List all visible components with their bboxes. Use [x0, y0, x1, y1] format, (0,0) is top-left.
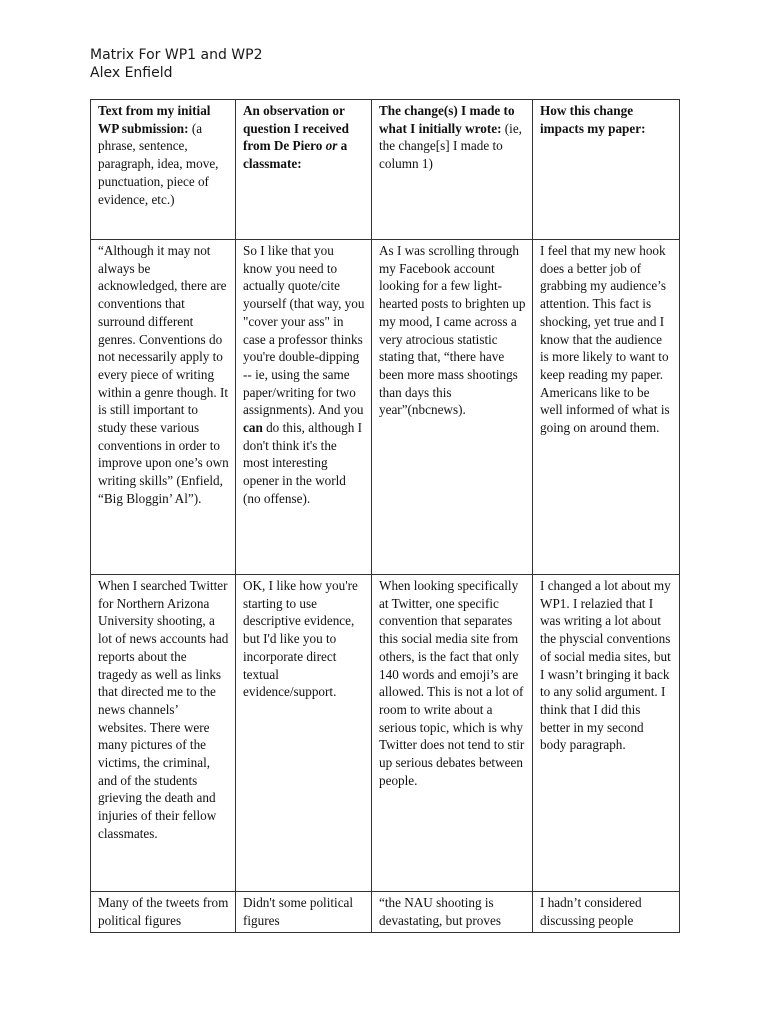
page-header — [90, 46, 262, 82]
cell-impact — [533, 575, 680, 892]
document-title: Matrix For WP1 and WP2 — [90, 47, 263, 63]
cell-initial-text — [91, 892, 236, 933]
cell-impact — [533, 892, 680, 933]
cell-changes — [372, 575, 533, 892]
cell-text: “the NAU shooting is devastating, but proves — [379, 895, 501, 928]
cell-text: Didn't some political figures — [243, 895, 354, 928]
header-note: (a phrase, sentence, paragraph, idea, move, punctuation, piece of evidence, etc.) — [98, 120, 219, 207]
cell-text: Many of the tweets from political figures — [98, 895, 229, 928]
cell-emphasis: can — [243, 420, 263, 436]
table-row — [91, 892, 680, 933]
cell-impact — [533, 240, 680, 575]
cell-text: I feel that my new hook does a better job of grabbing my audience’s attention. This fact is shocking, yet true and I know that the audience is more likely to want to keep reading my paper. Americans like to be well informed of what is going on around them. — [540, 243, 670, 436]
cell-text: “Although it may not always be acknowledged, there are conventions that surround different genres. Conventions do not necessarily apply to every piece of writing within a genre though. It is still important to study these various conventions in order to improve upon one’s own writing skills” (Enfield, “Big Bloggin’ Al”). — [98, 243, 229, 506]
cell-observation — [236, 575, 372, 892]
table-header-row — [91, 100, 680, 240]
cell-text: As I was scrolling through my Facebook account looking for a few light-hearted posts to brighten up my mood, I came across a very atrocious statistic stating that, “there have been more mass shootings than days this year”(nbcnews). — [379, 243, 526, 418]
cell-text: When I searched Twitter for Northern Arizona University shooting, a lot of news accounts had reports about the tragedy as well as links that directed me to the news channels’ websites. There were many pictures of the victims, the criminal, and of the students grieving the death and injuries of their fellow classmates. — [98, 578, 229, 841]
revision-matrix-table — [90, 99, 680, 933]
header-cell-impact — [533, 100, 680, 240]
cell-text: do this, although I don't think it's the most interesting opener in the world (no offense). — [243, 420, 363, 506]
cell-text: So I like that you know you need to actually quote/cite yourself (that way, you "cover your ass" in case a professor thinks you're double-dipping -- ie, using the same paper/writing for two assignments). And you — [243, 243, 365, 418]
cell-text: I changed a lot about my WP1. I relazied that I was writing a lot about the physcial conventions of social media sites, but I wasn’t bringing it back to any solid argument. I think that I did this better in my second body paragraph. — [540, 578, 671, 753]
cell-text: OK, I like how you're starting to use descriptive evidence, but I'd like you to incorporate direct textual evidence/support. — [243, 578, 358, 700]
cell-text: When looking specifically at Twitter, one specific convention that separates this social media site from others, is the fact that only 140 words and emoji’s are allowed. This is not a lot of room to write about a serious topic, which is why Twitter does not tend to stir up serious debates between people. — [379, 578, 525, 788]
header-label: The change(s) I made to what I initially wrote: — [379, 103, 515, 136]
table-row — [91, 240, 680, 575]
author-name: Alex Enfield — [90, 65, 173, 81]
cell-observation — [236, 240, 372, 575]
cell-initial-text — [91, 240, 236, 575]
header-cell-changes — [372, 100, 533, 240]
header-emphasis: or — [325, 138, 338, 154]
cell-text: I hadn’t considered discussing people — [540, 895, 642, 928]
table-row — [91, 575, 680, 892]
header-label: An observation or question I received from De Piero — [243, 103, 349, 154]
header-note: (ie, the change[s] I made to column 1) — [379, 120, 522, 172]
header-cell-initial-text — [91, 100, 236, 240]
header-cell-observation — [236, 100, 372, 240]
cell-changes — [372, 892, 533, 933]
header-label: How this change impacts my paper: — [540, 103, 646, 136]
cell-changes — [372, 240, 533, 575]
cell-initial-text — [91, 575, 236, 892]
header-label: Text from my initial WP submission: — [98, 103, 211, 136]
header-label: a classmate: — [243, 138, 348, 172]
cell-observation — [236, 892, 372, 933]
